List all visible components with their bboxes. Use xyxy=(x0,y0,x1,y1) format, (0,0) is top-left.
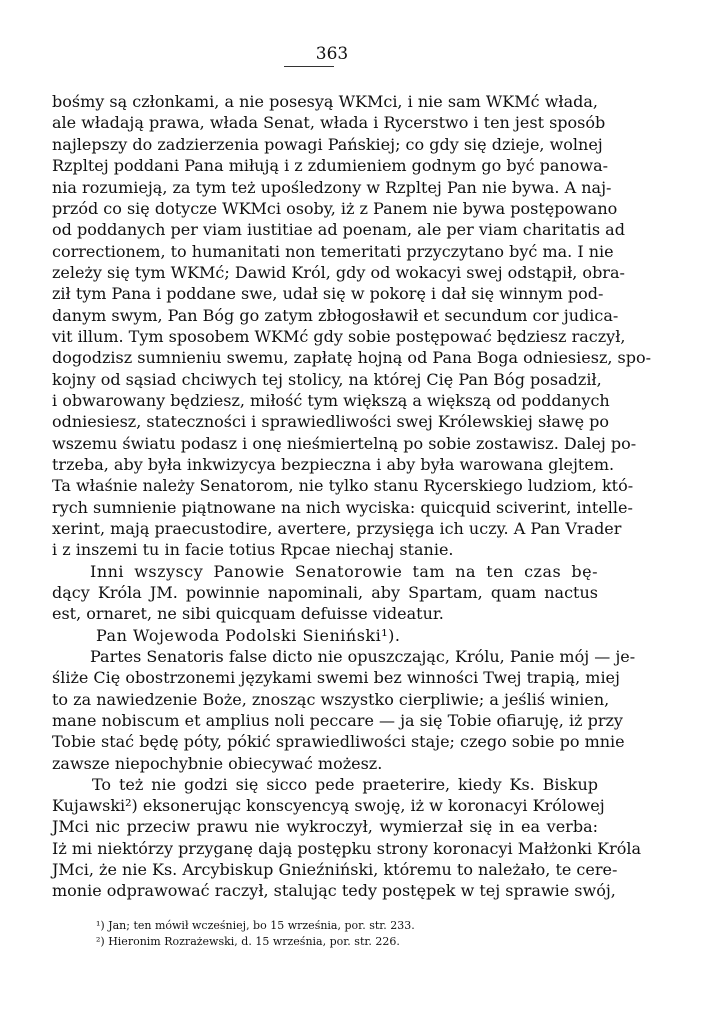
page-number-rule xyxy=(284,66,334,67)
footnote-1: ¹) Jan; ten mówił wcześniej, bo 15 września, por. str. 233. xyxy=(96,919,415,932)
text-line: zeleży się tym WKMć; Dawid Król, gdy od wokacyi swej odstąpił, obra- xyxy=(52,263,625,282)
text-line: to za nawiedzenie Boże, znosząc wszystko cierpliwie; a jeśliś winien, xyxy=(52,690,610,709)
text-line: ale władają prawa, włada Senat, włada i Rycerstwo i ten jest sposób xyxy=(52,113,606,132)
text-line: est, ornaret, ne sibi quicquam defuisse videatur. xyxy=(52,604,444,623)
text-line: Pan Wojewoda Podolski Sieniński¹). xyxy=(96,626,401,645)
text-line: monie odprawować raczył, stalując tedy postępek w tej sprawie swój, xyxy=(52,881,616,900)
text-line: JMci nic przeciw prawu nie wykroczył, wymierzał się in ea verba: xyxy=(52,817,598,836)
text-line: wszemu światu podasz i onę nieśmiertelną po sobie zostawisz. Dalej po- xyxy=(52,434,637,453)
text-line: rych sumnienie piątnowane na nich wyciska: quicquid sciverint, intelle- xyxy=(52,498,633,517)
text-line: vit illum. Tym sposobem WKMć gdy sobie postępować będziesz raczył, xyxy=(52,327,626,346)
text-line: dogodzisz sumnieniu swemu, zapłatę hojną od Pana Boga odniesiesz, spo- xyxy=(52,348,652,367)
text-line: zawsze niepochybnie obiecywać możesz. xyxy=(52,754,383,773)
text-line: i obwarowany będziesz, miłość tym większą a większą od poddanych xyxy=(52,391,610,410)
text-line: przód co się dotycze WKMci osoby, iż z Panem nie bywa postępowano xyxy=(52,199,618,218)
text-line: Tobie stać będę póty, pókić sprawiedliwości staje; czego sobie po mnie xyxy=(52,732,625,751)
text-line: Iż mi niektórzy przyganę dają postępku strony koronacyi Małżonki Króla xyxy=(52,839,642,858)
text-line: Inni wszyscy Panowie Senatorowie tam na ten czas bę- xyxy=(90,562,598,581)
text-line: mane nobiscum et amplius noli peccare — ja się Tobie ofiaruję, iż przy xyxy=(52,711,623,730)
text-line: nia rozumieją, za tym też upośledzony w Rzpltej Pan nie bywa. A naj- xyxy=(52,178,612,197)
text-line: JMci, że nie Ks. Arcybiskup Gnieźniński, któremu to należało, te cere- xyxy=(52,860,618,879)
text-line: ził tym Pana i poddane swe, udał się w pokorę i dał się winnym pod- xyxy=(52,284,604,303)
text-line: correctionem, to humanitati non temeritati przyczytano być ma. I nie xyxy=(52,242,614,261)
text-line: danym swym, Pan Bóg go zatym zbłogosławił et secundum cor judica- xyxy=(52,306,619,325)
text-line: trzeba, aby była inkwizycya bezpieczna i aby była warowana glejtem. xyxy=(52,455,615,474)
footnotes xyxy=(96,918,516,950)
text-line: Kujawski²) eksonerując konscyencyą swoję, iż w koronacyi Królowej xyxy=(52,796,605,815)
text-line: odniesiesz, stateczności i sprawiedliwości swej Królewskiej sławę po xyxy=(52,412,609,431)
text-line: dący Króla JM. powinnie napominali, aby Spartam, quam nactus xyxy=(52,583,598,602)
footnote-2: ²) Hieronim Rozrażewski, d. 15 września, por. str. 226. xyxy=(96,935,400,948)
text-line: To też nie godzi się sicco pede praeterire, kiedy Ks. Biskup xyxy=(92,775,598,794)
text-line: Ta właśnie należy Senatorom, nie tylko stanu Rycerskiego ludziom, któ- xyxy=(52,476,634,495)
text-line: od poddanych per viam iustitiae ad poenam, ale per viam charitatis ad xyxy=(52,220,625,239)
text-line: bośmy są członkami, a nie posesyą WKMci, i nie sam WKMć włada, xyxy=(52,92,598,111)
text-line: xerint, mają praecustodire, avertere, przysięga ich uczy. A Pan Vrader xyxy=(52,519,622,538)
text-line: i z inszemi tu in facie totius Rpcae niechaj stanie. xyxy=(52,540,454,559)
text-line: najlepszy do zadzierzenia powagi Pańskiej; co gdy się dzieje, wolnej xyxy=(52,135,603,154)
text-line: Rzpltej poddani Pana miłują i z zdumieniem godnym go być panowa- xyxy=(52,156,609,175)
text-line: kojny od sąsiad chciwych tej stolicy, na której Cię Pan Bóg posadził, xyxy=(52,370,602,389)
text-line: śliże Cię obostrzonemi językami swemi bez winności Twej trapią, miej xyxy=(52,668,620,687)
text-line: Partes Senatoris false dicto nie opuszczając, Królu, Panie mój — je- xyxy=(90,647,636,666)
page-number: 363 xyxy=(315,44,349,64)
